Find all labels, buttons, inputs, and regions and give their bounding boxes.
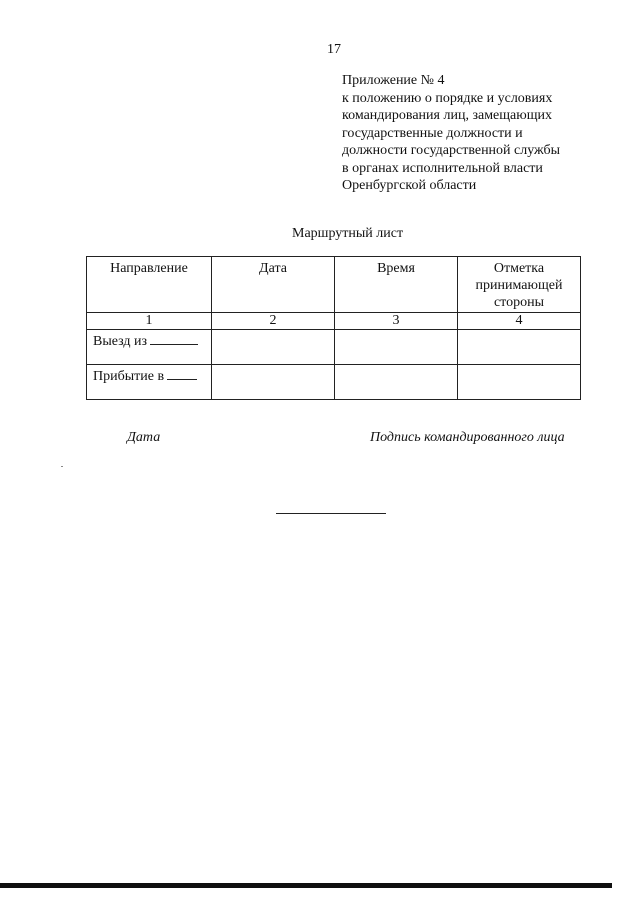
appendix-line: государственные должности и (342, 125, 523, 141)
table-cell-date (212, 365, 335, 400)
column-number: 4 (458, 313, 581, 330)
end-divider (276, 513, 386, 514)
scan-artifact (61, 466, 63, 467)
table-cell-date (212, 330, 335, 365)
route-table (86, 256, 581, 400)
appendix-line: командирования лиц, замещающих (342, 108, 552, 123)
row-label: Прибытие в (93, 369, 165, 384)
row-label-cell (87, 365, 212, 400)
row-label: Выезд из (93, 334, 148, 349)
header-date: Дата (212, 257, 335, 313)
signature-date-label: Дата (127, 430, 161, 445)
signature-person-label: Подпись командированного лица (370, 430, 565, 445)
column-number: 1 (87, 313, 212, 330)
appendix-line: должности государственной службы (342, 143, 561, 158)
table-cell-mark (458, 365, 581, 400)
fill-blank-line (167, 367, 197, 380)
scan-bottom-edge (0, 883, 612, 888)
appendix-line: в органах исполнительной власти (342, 160, 543, 176)
table-cell-mark (458, 330, 581, 365)
table-number-row (87, 313, 581, 330)
document-title: Маршрутный лист (292, 226, 404, 241)
fill-blank-line (150, 332, 198, 345)
header-direction: Направление (87, 257, 212, 313)
table-row-arrival (87, 365, 581, 400)
appendix-line: Оренбургской области (342, 178, 477, 193)
appendix-heading (342, 72, 602, 195)
column-number: 2 (212, 313, 335, 330)
page-number: 17 (327, 42, 341, 57)
table-row-departure (87, 330, 581, 365)
column-number: 3 (335, 313, 458, 330)
table-cell-time (335, 330, 458, 365)
appendix-line: Приложение № 4 (342, 73, 445, 88)
appendix-line: к положению о порядке и условиях (342, 90, 553, 106)
header-receiving-mark: Отметка принимающей стороны (458, 257, 581, 313)
table-cell-time (335, 365, 458, 400)
header-time: Время (335, 257, 458, 313)
table-header-row (87, 257, 581, 313)
row-label-cell (87, 330, 212, 365)
